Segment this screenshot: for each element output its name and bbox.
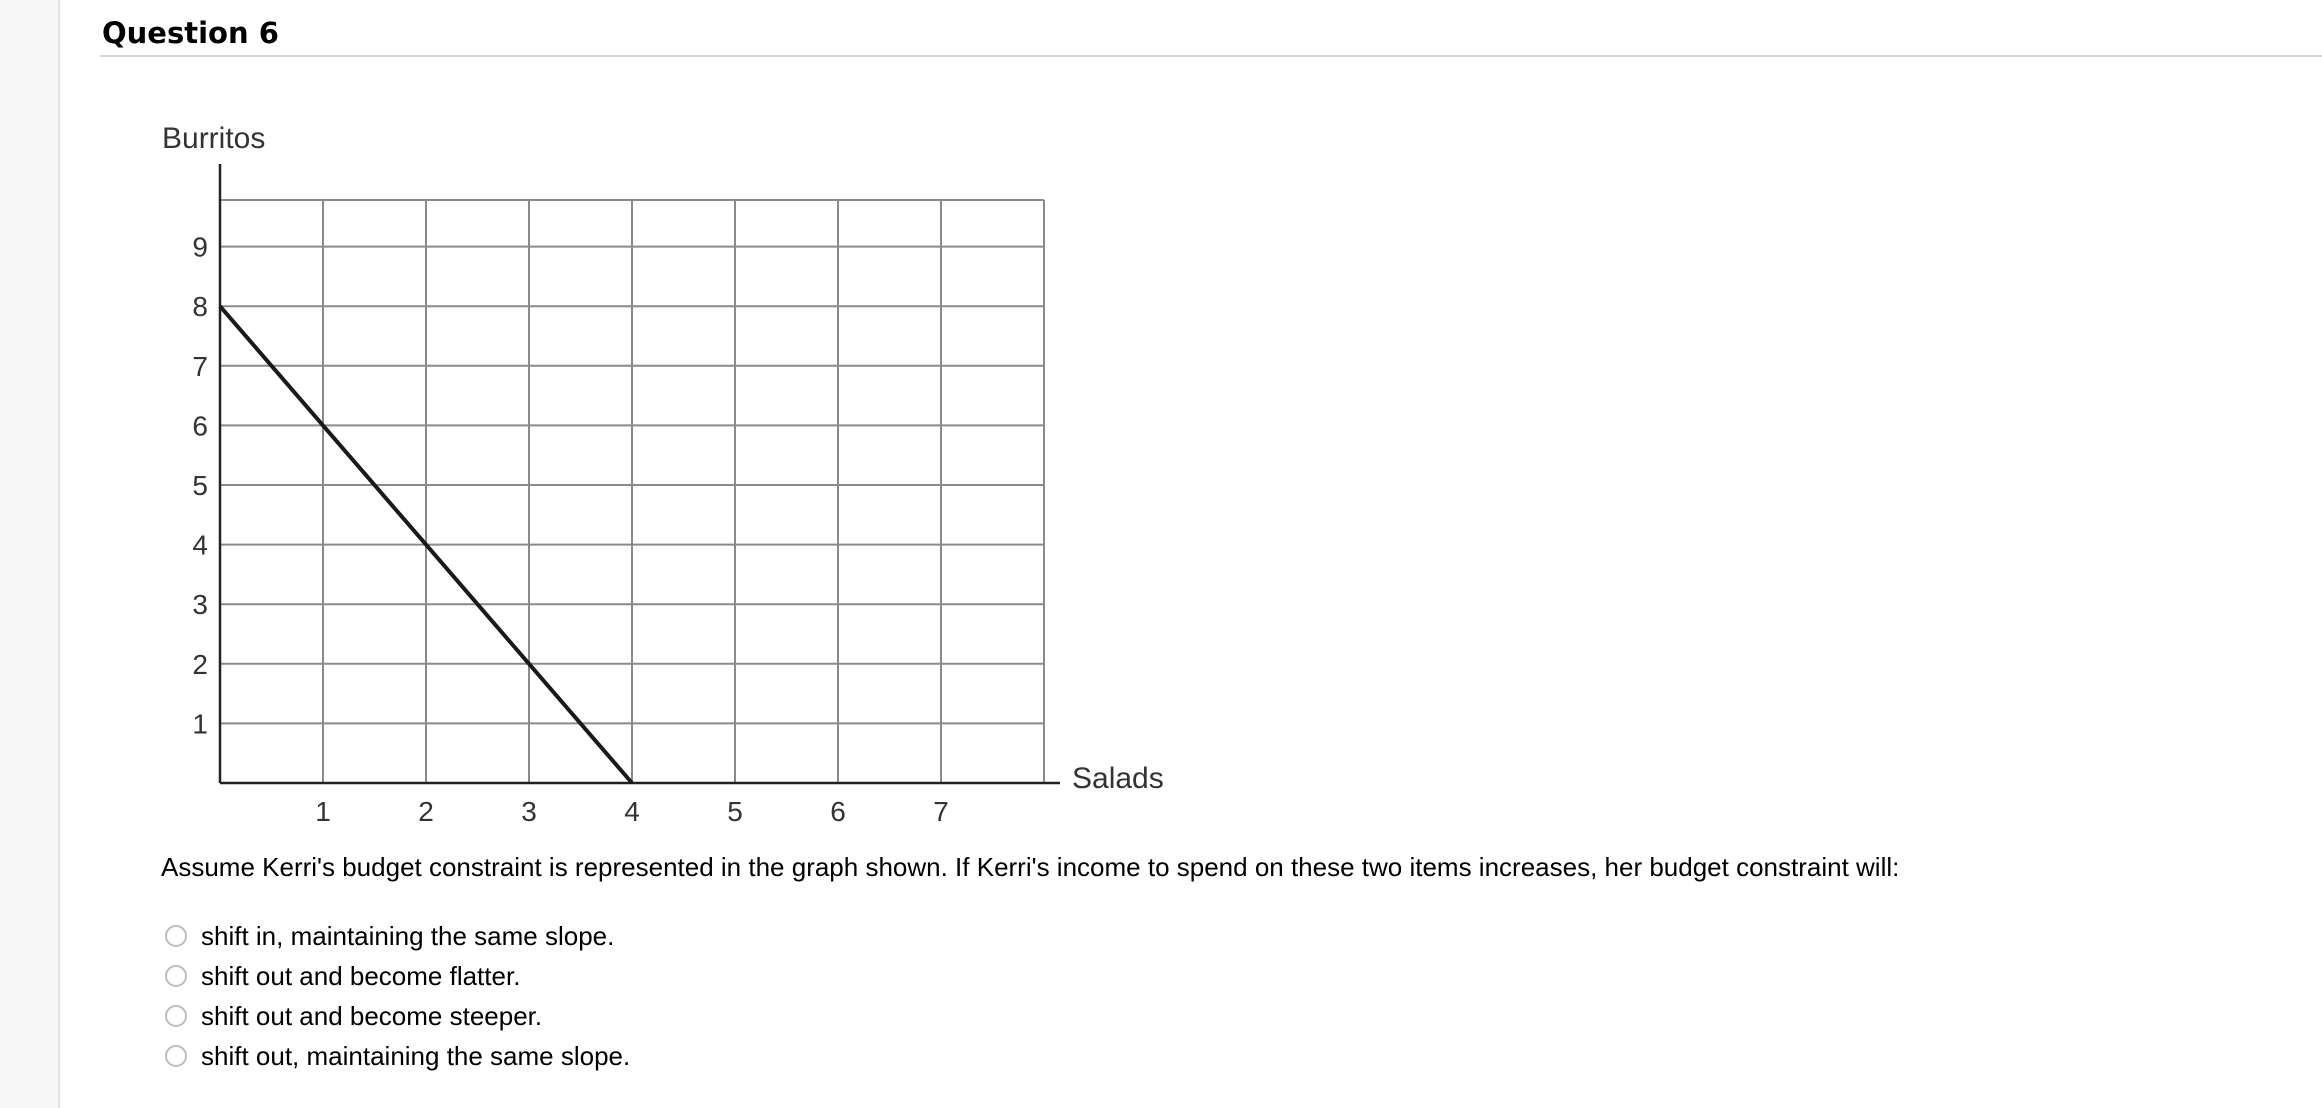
radio-button[interactable]: [165, 1005, 187, 1027]
y-tick-label: 4: [192, 529, 208, 561]
y-tick-label: 5: [192, 470, 208, 501]
x-tick-label: 1: [315, 796, 331, 827]
question-title: Question 6: [102, 16, 279, 50]
x-tick-label: 7: [933, 796, 949, 827]
chart-svg: [150, 110, 1200, 850]
radio-button[interactable]: [165, 965, 187, 987]
radio-button[interactable]: [165, 1045, 187, 1067]
answer-option-4[interactable]: [165, 1036, 630, 1076]
x-tick-label: 6: [830, 796, 846, 827]
x-axis-label: Salads: [1072, 762, 1164, 795]
answer-option-label: shift out and become steeper.: [201, 1000, 543, 1031]
y-tick-label: 3: [192, 589, 208, 621]
y-tick-label: 1: [192, 708, 208, 740]
y-tick-label: 9: [192, 231, 208, 263]
x-tick-label: 4: [624, 796, 640, 827]
question-header: [100, 0, 2322, 57]
answer-option-1[interactable]: [165, 916, 630, 956]
budget-constraint-chart: [150, 110, 1200, 850]
answer-option-2[interactable]: [165, 956, 630, 996]
answer-option-label: shift in, maintaining the same slope.: [201, 920, 615, 951]
radio-button[interactable]: [165, 925, 187, 947]
y-axis-label: Burritos: [162, 122, 266, 155]
question-prompt: Assume Kerri's budget constraint is represented in the graph shown. If Kerri's income to spend on these two items increases, her budget constraint will:: [161, 852, 1900, 882]
answer-options: [165, 916, 630, 1076]
answer-option-label: shift out and become flatter.: [201, 960, 521, 991]
y-tick-label: 7: [192, 350, 208, 382]
x-tick-label: 5: [727, 796, 743, 827]
y-tick-label: 8: [192, 291, 208, 323]
answer-option-3[interactable]: [165, 996, 630, 1036]
y-tick-label: 2: [192, 648, 208, 680]
y-tick-label: 6: [192, 410, 208, 442]
x-tick-label: 3: [521, 796, 537, 827]
left-rail: [0, 0, 60, 1108]
x-tick-label: 2: [418, 796, 434, 827]
answer-option-label: shift out, maintaining the same slope.: [201, 1040, 631, 1071]
